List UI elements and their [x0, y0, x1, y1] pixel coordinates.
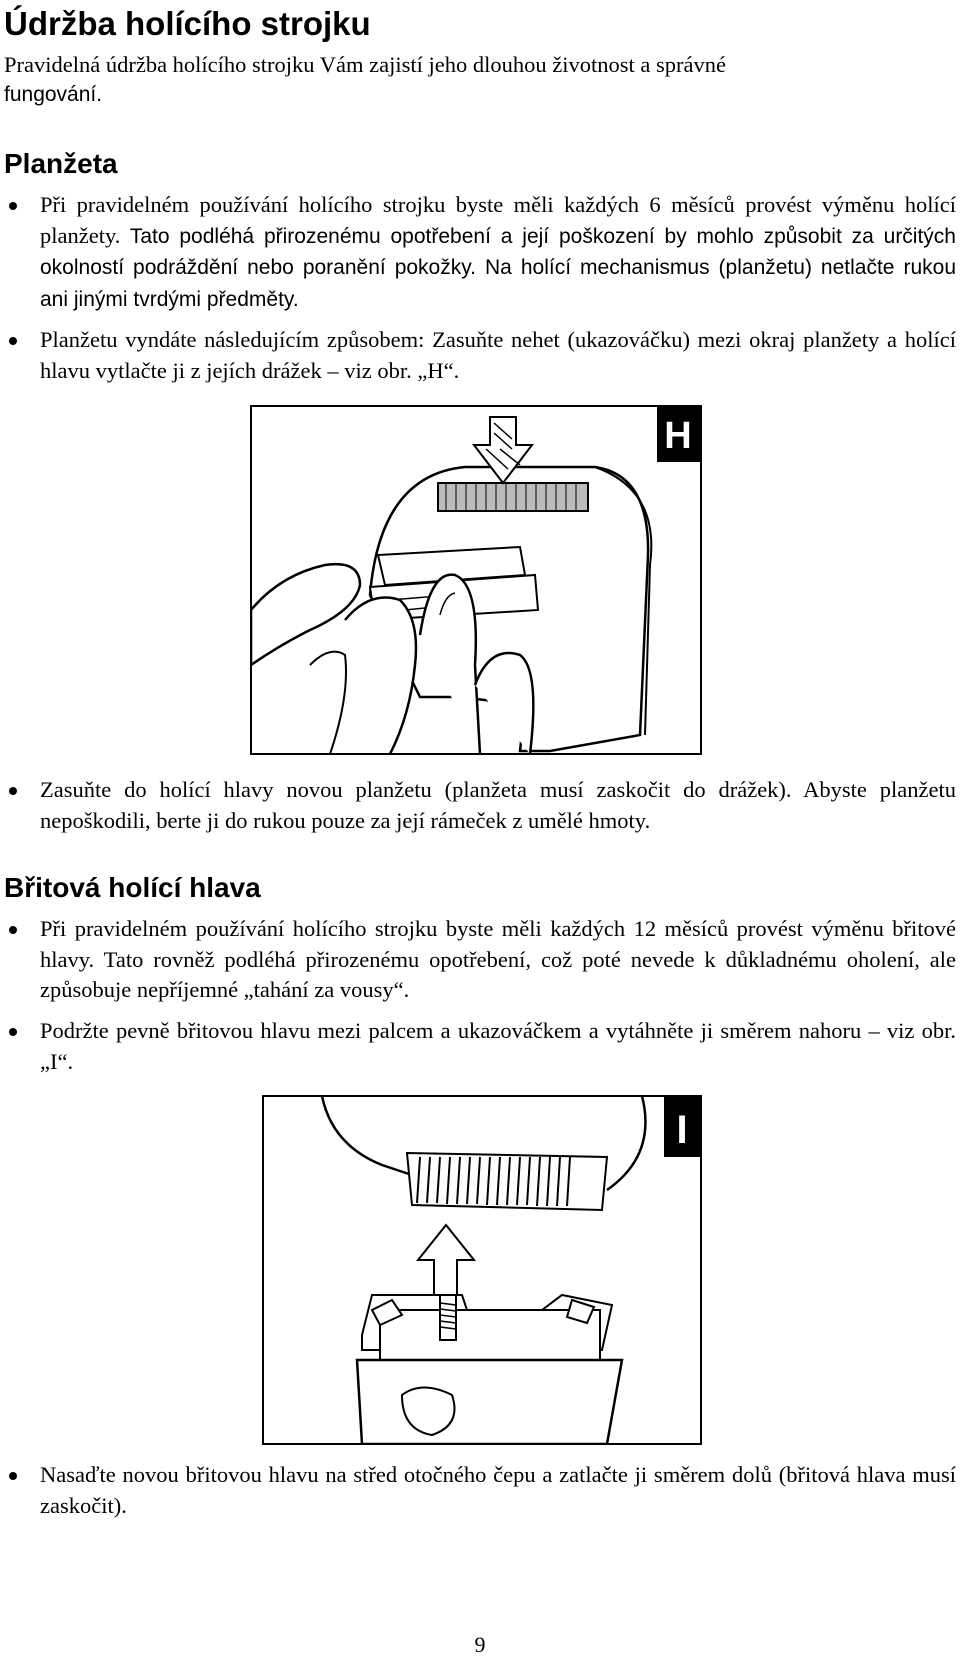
- page-number: 9: [474, 1632, 486, 1657]
- figure-i-illustration: [262, 1095, 702, 1445]
- section-heading-planzeta: Planžeta: [4, 148, 118, 179]
- bullet-planzeta-replacement: [40, 190, 956, 315]
- bullet-britova-removal: Podržte pevně břitovou hlavu mezi palcem a ukazováčkem a vytáhněte ji směrem nahoru – viz obr. „I“.: [40, 1016, 956, 1077]
- figure-h-label: H: [664, 415, 692, 457]
- page-title: Údržba holícího strojku: [4, 5, 371, 42]
- figure-i-label: I: [676, 1108, 688, 1152]
- intro-line-2: fungování.: [4, 83, 103, 106]
- bullet-text-serif: Při pravidelném používání holícího strojku byste měli každých 6 měsíců provést výměnu holící planžety.: [40, 192, 956, 248]
- figure-h-illustration: [250, 405, 702, 755]
- intro-line-1: Pravidelná údržba holícího strojku Vám zajistí jeho dlouhou životnost a správné: [4, 52, 726, 77]
- bullet-text-sans: Tato podléhá přirozenému opotřebení a její poškození by mohlo způsobit za určitých okolností podráždění nebo poranění pokožky. Na holící mechanismus (planžetu) netlačte rukou ani jinými tvrdými předměty.: [40, 224, 956, 311]
- bullet-britova-replacement: Při pravidelném používání holícího strojku byste měli každých 12 měsíců provést výměnu břitové hlavy. Tato rovněž podléhá přirozenému opotřebení, což poté nevede k důkladnému oholení, ale způsobuje nepříjemné „tahání za vousy“.: [40, 914, 956, 1006]
- bullet-planzeta-removal: Planžetu vyndáte následujícím způsobem: Zasuňte nehet (ukazováčku) mezi okraj planžety a holící hlavu vytlačte ji z jejích drážek – viz obr. „H“.: [40, 325, 956, 386]
- bullet-britova-insert: Nasaďte novou břitovou hlavu na střed otočného čepu a zatlačte ji směrem dolů (břitová hlava musí zaskočit).: [40, 1460, 956, 1521]
- bullet-planzeta-insert: Zasuňte do holící hlavy novou planžetu (planžeta musí zaskočit do drážek). Abyste planžetu nepoškodili, berte ji do rukou pouze za její rámeček z umělé hmoty.: [40, 775, 956, 836]
- section-heading-britova: Břitová holící hlava: [4, 872, 261, 903]
